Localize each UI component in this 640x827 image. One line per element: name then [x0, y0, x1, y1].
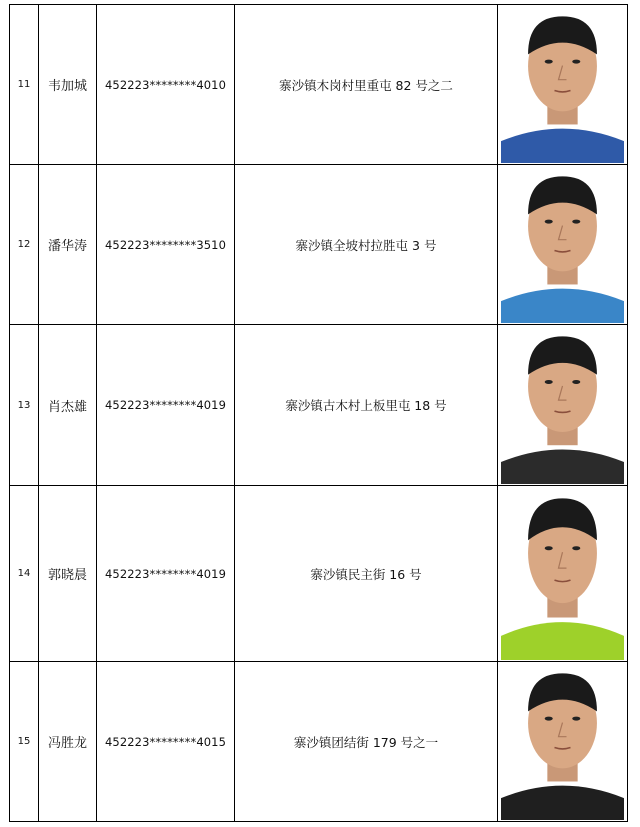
address: 寨沙镇民主街 16 号 [235, 486, 498, 662]
right-eye [572, 546, 580, 550]
headshot-svg [501, 7, 624, 163]
person-name: 郭晓晨 [39, 486, 97, 662]
person-photo-icon [501, 7, 624, 163]
address: 寨沙镇团结街 179 号之一 [235, 662, 498, 822]
left-eye [545, 716, 553, 720]
row-index: 12 [10, 165, 39, 325]
row-index: 11 [10, 5, 39, 165]
person-name: 潘华涛 [39, 165, 97, 325]
table-row [10, 662, 628, 822]
right-eye [572, 59, 580, 63]
row-index: 13 [10, 325, 39, 486]
left-eye [545, 379, 553, 383]
headshot-svg [501, 167, 624, 323]
person-photo-icon [501, 488, 624, 660]
address: 寨沙镇全坡村拉胜屯 3 号 [235, 165, 498, 325]
person-photo-icon [501, 664, 624, 820]
person-table [9, 4, 628, 822]
table-row [10, 325, 628, 486]
person-name: 冯胜龙 [39, 662, 97, 822]
right-eye [572, 716, 580, 720]
photo-cell [498, 325, 628, 486]
table-row [10, 5, 628, 165]
headshot-svg [501, 488, 624, 660]
photo-cell [498, 486, 628, 662]
headshot-svg [501, 664, 624, 820]
id-number: 452223********4019 [97, 486, 235, 662]
person-name: 肖杰雄 [39, 325, 97, 486]
right-eye [572, 219, 580, 223]
person-photo-icon [501, 167, 624, 323]
left-eye [545, 219, 553, 223]
left-eye [545, 546, 553, 550]
id-number: 452223********4019 [97, 325, 235, 486]
id-number: 452223********4010 [97, 5, 235, 165]
table-row [10, 165, 628, 325]
row-index: 14 [10, 486, 39, 662]
left-eye [545, 59, 553, 63]
table-row [10, 486, 628, 662]
photo-cell [498, 5, 628, 165]
address: 寨沙镇古木村上板里屯 18 号 [235, 325, 498, 486]
photo-cell [498, 662, 628, 822]
person-photo-icon [501, 327, 624, 484]
person-name: 韦加城 [39, 5, 97, 165]
id-number: 452223********3510 [97, 165, 235, 325]
row-index: 15 [10, 662, 39, 822]
id-number: 452223********4015 [97, 662, 235, 822]
address: 寨沙镇木岗村里重屯 82 号之二 [235, 5, 498, 165]
photo-cell [498, 165, 628, 325]
headshot-svg [501, 327, 624, 484]
right-eye [572, 379, 580, 383]
